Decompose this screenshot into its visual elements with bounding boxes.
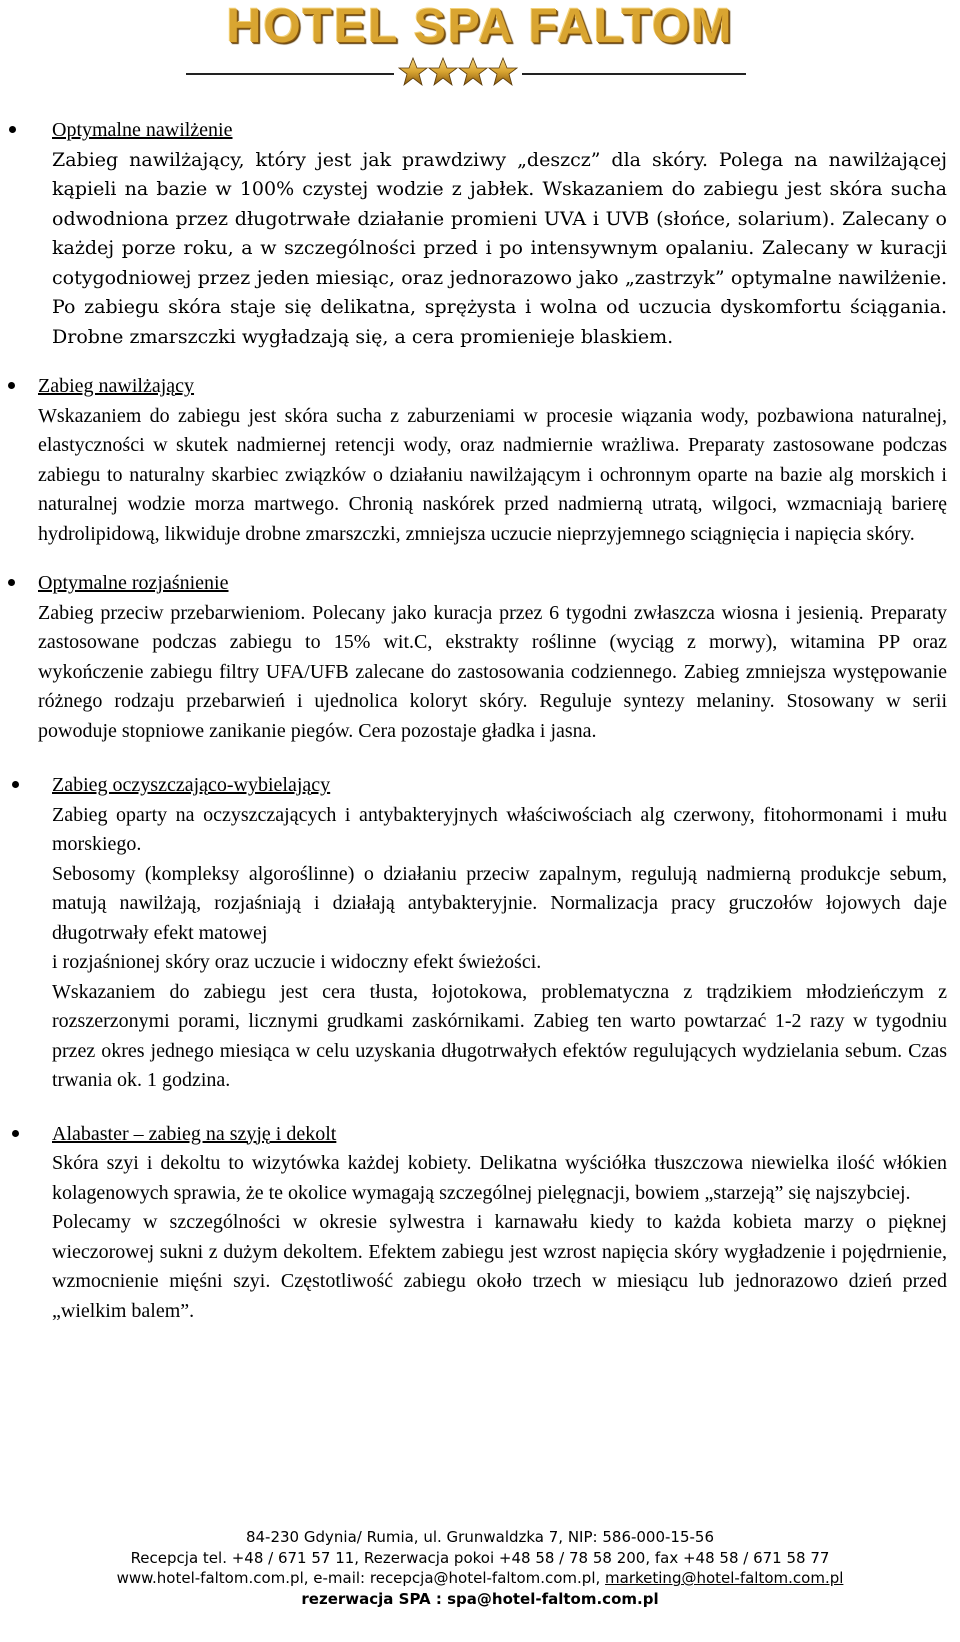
section-paragraph: Sebosomy (kompleksy algoroślinne) o działaniu przeciw zapalnym, regulują nadmierną produkcje sebum, matują nawilżają, rozjaśniają i działają antybakteryjnie. Normalizacja pracy gruczołów łojowych daje długotrwały efekt matowej (52, 862, 947, 944)
section-optymalne-nawilzenie (52, 116, 947, 352)
footer-address: 84-230 Gdynia/ Rumia, ul. Grunwaldzka 7, NIP: 586-000-15-56 (245, 1528, 715, 1546)
section-paragraph: Polecamy w szczególności w okresie sylwestra i karnawału kiedy to każda kobieta marzy o pięknej wieczorowej sukni z dużym dekoltem. Efektem zabiegu jest wzrost napięcia skóry wygładzenie i pojędrnienie, wzmocnienie mięśni szyi. Częstotliwość zabiegu około trzech w miesiącu lub jednorazowo dzień przed „wielkim balem”. (52, 1211, 947, 1322)
section-paragraph: Zabieg oparty na oczyszczających i antybakteryjnych właściwościach alg czerwony, fitohormonami i mułu morskiego. (52, 803, 947, 855)
section-paragraph: Wskazaniem do zabiegu jest skóra sucha z zaburzeniami w procesie wiązania wody, pozbawiona naturalnej, elastyczności w skutek nadmiernej retencji wody, oraz nadmiernie wrażliwa. Preparaty zastosowane podczas zabiegu to naturalny skarbiec związków o działaniu nawilżającym i ochronnym oparte na bazie alg morskich i naturalnej wodzie morza martwego. Chronią naskórek przed nadmierną utratą, wilgoci, wzmacniają barierę hydrolipidową, likwiduje drobne zmarszczki, zmniejsza uczucie nieprzyjemnego sciągnięcia i napięcia skóry. (38, 404, 947, 545)
logo-title: HOTEL SPA FALTOM (226, 0, 734, 53)
section-paragraph: Wskazaniem do zabiegu jest cera tłusta, łojotokowa, problematyczna z trądzikiem młodzieńczym z rozszerzonymi porami, licznymi grudkami zaskórnikami. Zabieg ten warto powtarzać 1-2 razy w tygodniu przez okres jednego miesiąca w celu uzyskania długotrwałych efektów regulujących wydzielania sebum. Czas trwania ok. 1 godzina. (52, 980, 947, 1091)
bullet-icon (12, 781, 19, 788)
section-paragraph: Skóra szyi i dekoltu to wizytówka każdej kobiety. Delikatna wyściółka tłuszczowa niewielka ilość włókien kolagenowych sprawia, że te okolice wymagają szczególnej pielęgnacji, bowiem „starzeją” się najszybciej. (52, 1152, 947, 1204)
section-paragraph: Zabieg przeciw przebarwieniom. Polecany jako kuracja przez 6 tygodni zwłaszcza wiosna i jesienią. Preparaty zastosowane podczas zabiegu to 15% wit.C, ekstrakty roślinne (wyciąg z morwy), witamina PP oraz wykończenie zabiegu filtry UFA/UFB zalecane do zastosowania codziennego. Zabieg zmniejsza występowanie różnego rodzaju przebarwień i ujednolica koloryt skóry. Reguluje syntezy melaniny. Stosowany w serii powoduje stopniowe zanikanie piegów. Cera pozostaje gładka i jasna. (38, 601, 947, 742)
bullet-icon (12, 1130, 19, 1137)
section-heading: Optymalne rozjaśnienie (38, 572, 229, 594)
section-paragraph: Zabieg nawilżający, który jest jak prawdziwy „deszcz” dla skóry. Polega na nawilżającej kąpieli na bazie w 100% czystej wodzie z jabłek. Wskazaniem do zabiegu jest skóra sucha odwodniona przez długotrwałe działanie promieni UVA i UVB (słońce, solarium). Zalecany o każdej porze roku, a w szczególności przed i po intensywnym opalaniu. Zalecany w kuracji cotygodniowej przez jeden miesiąc, oraz jednorazowo jako „zastrzyk” optymalne nawilżenie. Po zabiegu skóra staje się delikatna, sprężysta i wolna od uczucia dyskomfortu ściągania. Drobne zmarszczki wygładzają się, a cera promienieje blaskiem. (52, 148, 947, 348)
section-heading: Optymalne nawilżenie (52, 119, 233, 141)
treatments-list (0, 116, 960, 1326)
footer-spa-reservation[interactable]: rezerwacja SPA : spa@hotel-faltom.com.pl (301, 1589, 659, 1608)
footer-web-emails[interactable]: www.hotel-faltom.com.pl, e-mail: recepcja@hotel-faltom.com.pl, (116, 1569, 606, 1587)
bullet-icon (8, 579, 15, 586)
four-stars-icon (398, 56, 520, 88)
section-zabieg-oczyszczajaco-wybielajacy (52, 771, 947, 1096)
logo-divider-right (522, 73, 746, 75)
section-heading: Alabaster – zabieg na szyję i dekolt (52, 1122, 337, 1145)
logo-divider-left (186, 73, 394, 75)
section-optymalne-rozjasnienie (38, 569, 947, 746)
bullet-icon (8, 382, 15, 389)
marketing-email-link[interactable]: marketing@hotel-faltom.com.pl (605, 1569, 844, 1587)
bullet-icon (9, 126, 16, 133)
section-zabieg-nawilzajacy (38, 372, 947, 549)
section-alabaster (52, 1120, 947, 1327)
footer-phones: Recepcja tel. +48 / 671 57 11, Rezerwacja pokoi +48 58 / 78 58 200, fax +48 58 / 671 58 77 (130, 1548, 830, 1567)
section-heading: Zabieg oczyszczająco-wybielający (52, 774, 331, 796)
footer-web-line (0, 1568, 960, 1589)
hotel-logo (0, 0, 960, 90)
contact-footer (0, 1527, 960, 1609)
section-paragraph: i rozjaśnionej skóry oraz uczucie i widoczny efekt świeżości. (52, 951, 542, 973)
section-heading: Zabieg nawilżający (38, 375, 195, 397)
